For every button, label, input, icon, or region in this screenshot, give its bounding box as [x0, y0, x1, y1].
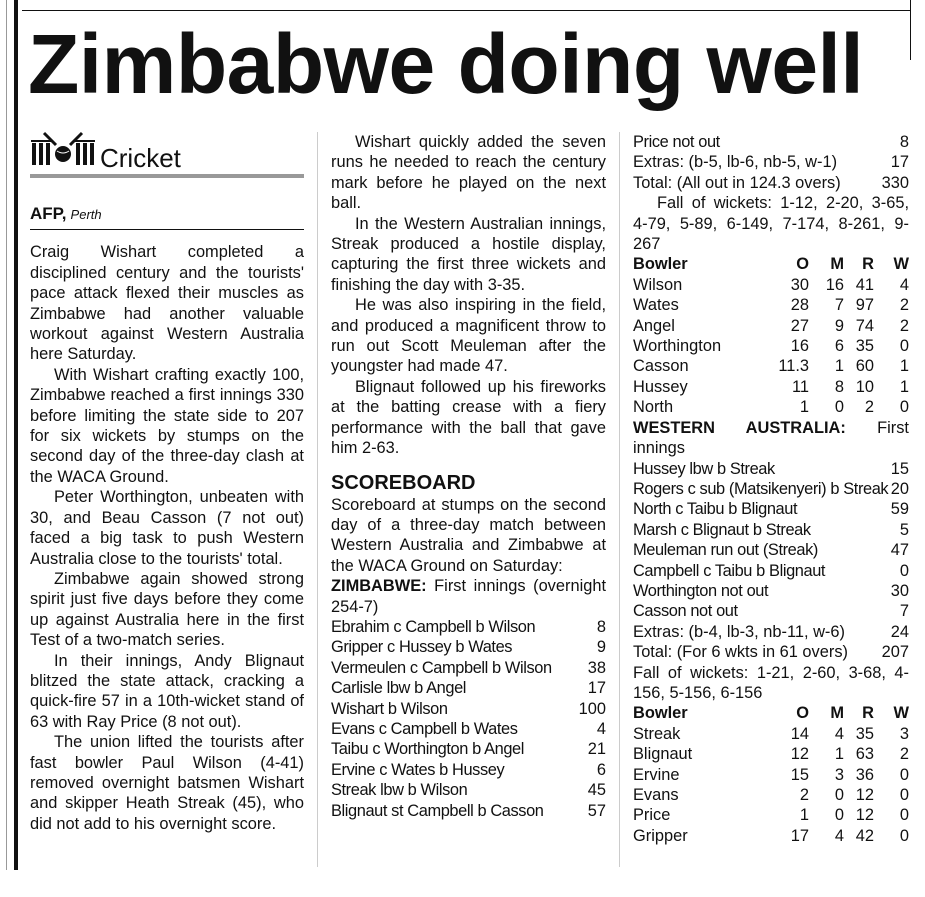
extras-value: 17: [890, 153, 909, 172]
bowling-figure: 10: [855, 377, 874, 396]
bowling-figure: 9: [834, 316, 844, 335]
bowling-row: [633, 377, 909, 397]
batsman-dismissal: Price not out: [633, 133, 720, 151]
bowling-figure: 0: [899, 806, 909, 825]
batsman-runs: 59: [890, 500, 909, 519]
batsman-dismissal: Blignaut st Campbell b Casson: [331, 801, 544, 820]
fall-of-wickets: Fall of wickets: 1-21, 2-60, 3-68, 4-156, 5-156, 6-156: [633, 663, 909, 702]
bowling-row: [633, 397, 909, 417]
bowling-figure: 0: [899, 398, 909, 417]
bowling-figure: 4: [834, 724, 844, 743]
bowling-figure: 2: [899, 316, 909, 335]
bowling-figure: 1: [834, 357, 844, 376]
bowling-figure: 0: [834, 806, 844, 825]
bowling-figure: 15: [790, 765, 809, 784]
bowling-figure: 16: [825, 275, 844, 294]
byline: [30, 204, 304, 230]
total-value: 330: [881, 173, 909, 192]
section-kicker: [30, 132, 304, 178]
batsman-dismissal: Rogers c sub (Matsikenyeri) b Streak: [633, 479, 889, 498]
bowling-figure: 60: [855, 357, 874, 376]
bowling-figure: 17: [790, 826, 809, 845]
batsman-dismissal: Ervine c Wates b Hussey: [331, 760, 505, 779]
total-label: Total: (For 6 wkts in 61 overs): [633, 643, 848, 662]
total-row: [633, 173, 909, 193]
batsman-runs: 15: [890, 459, 909, 478]
bowling-figure: 6: [834, 337, 844, 356]
bowler-name: Ervine: [633, 765, 680, 784]
batting-row: [331, 739, 606, 759]
scoreboard-intro: Scoreboard at stumps on the second day of a three-day match between Western Australia and Zimbabwe at the WACA Ground on Saturday:: [331, 495, 606, 575]
batsman-dismissal: Carlisle lbw b Angel: [331, 679, 467, 698]
bowling-header-row: [633, 703, 909, 723]
article-paragraph: In the Western Australian innings, Streak produced a hostile display, capturing the first three wickets and finishing the day with 3-35.: [331, 214, 606, 294]
batting-row: [331, 760, 606, 780]
extras-label: Extras: (b-5, lb-6, nb-5, w-1): [633, 153, 838, 172]
bowling-figure: 11.3: [778, 357, 809, 376]
bowling-figure: 63: [855, 745, 874, 764]
bowling-figure: 0: [899, 826, 909, 845]
article-paragraph: The union lifted the tourists after fast bowler Paul Wilson (4-41) removed overnight batsmen Wishart and skipper Heath Streak (45), who did not add to his overnight score.: [30, 733, 304, 833]
bowling-header-cell: Bowler: [633, 255, 688, 274]
bowling-figure: 4: [899, 275, 909, 294]
batsman-runs: 8: [596, 617, 606, 636]
batting-row: [633, 479, 909, 499]
bowling-figure: 1: [799, 806, 809, 825]
column-divider: [619, 132, 620, 867]
extras-row: [633, 152, 909, 172]
bowling-figure: 42: [855, 826, 874, 845]
bowling-row: [633, 295, 909, 315]
bowling-figure: 27: [790, 316, 809, 335]
bowling-figure: 11: [791, 377, 809, 396]
bowling-header-cell: O: [796, 255, 809, 274]
batsman-runs: 38: [587, 658, 606, 677]
bowling-row: [633, 785, 909, 805]
total-value: 207: [881, 643, 909, 662]
article-paragraph: With Wishart crafting exactly 100, Zimbabwe reached a first innings 330 before limiting the state side to 207 for six wickets by stumps on the second day of the three-day clash at the WACA Ground.: [30, 365, 304, 486]
zimbabwe-batting-list-continued: [633, 132, 909, 152]
batsman-dismissal: Worthington not out: [633, 581, 769, 600]
batsman-dismissal: Wishart b Wilson: [331, 699, 448, 718]
bowling-figure: 30: [790, 275, 809, 294]
extras-value: 24: [890, 622, 909, 641]
bowling-header-cell: W: [893, 255, 909, 274]
bowling-row: [633, 724, 909, 744]
bowling-figure: 2: [864, 398, 874, 417]
batsman-runs: 21: [587, 740, 606, 759]
batsman-dismissal: Casson not out: [633, 602, 738, 621]
bowling-figure: 16: [790, 337, 809, 356]
bowling-header-cell: W: [893, 704, 909, 723]
total-label: Total: (All out in 124.3 overs): [633, 173, 841, 192]
batsman-runs: 45: [587, 781, 606, 800]
article-paragraph: Craig Wishart completed a disciplined century and the tourists' pace attack flexed their muscles as Zimbabwe had another valuable workout against Western Australia here Saturday.: [30, 243, 304, 364]
article-paragraph: In their innings, Andy Blignaut blitzed the state attack, cracking a quick-fire 57 in a 10th-wicket stand of 63 with Ray Price (8 not out).: [30, 651, 304, 731]
page-edge-line: [6, 0, 7, 870]
extras-label: Extras: (b-4, lb-3, nb-11, w-6): [633, 622, 845, 641]
bowling-figure: 3: [834, 765, 844, 784]
bowling-figure: 8: [834, 377, 844, 396]
bowling-header-cell: M: [830, 255, 844, 274]
bowling-figure: 36: [855, 765, 874, 784]
batsman-runs: 4: [596, 719, 606, 738]
batting-row: [331, 699, 606, 719]
bowling-figure: 0: [834, 398, 844, 417]
batsman-dismissal: Meuleman run out (Streak): [633, 541, 818, 560]
batsman-runs: 100: [578, 699, 606, 718]
batsman-dismissal: Vermeulen c Campbell b Wilson: [331, 658, 552, 677]
batting-row: [633, 601, 909, 621]
bowling-figure: 4: [834, 826, 844, 845]
bowling-figure: 1: [799, 398, 809, 417]
article-paragraph: Wishart quickly added the seven runs he needed to reach the century mark before he played on the next ball.: [331, 133, 606, 213]
zimbabwe-batting-list: [331, 617, 606, 821]
batsman-dismissal: Campbell c Taibu b Blignaut: [633, 561, 826, 580]
bowler-name: Angel: [633, 316, 675, 335]
western-australia-innings-header: [633, 418, 909, 459]
batsman-dismissal: Evans c Campbell b Wates: [331, 719, 518, 738]
team-name: WESTERN AUSTRALIA:: [633, 418, 846, 437]
bowling-header-row: [633, 254, 909, 274]
bowling-header-cell: R: [862, 704, 874, 723]
bowling-figure: 35: [855, 724, 874, 743]
bowler-name: Wates: [633, 296, 679, 315]
total-row: [633, 642, 909, 662]
bowling-figure: 2: [899, 745, 909, 764]
scoreboard-heading: SCOREBOARD: [331, 471, 476, 494]
article-paragraph: He was also inspiring in the field, and produced a magnificent throw to run out Scott Meuleman after the youngster had made 47.: [331, 296, 606, 376]
bowling-row: [633, 356, 909, 376]
bowling-row: [633, 275, 909, 295]
byline-agency: AFP,: [30, 204, 67, 223]
innings-label: First innings (overnight 254-7): [331, 577, 606, 616]
bowling-figure: 41: [855, 275, 874, 294]
batting-row: [331, 801, 606, 821]
bowler-name: Wilson: [633, 275, 683, 294]
batting-row: [633, 540, 909, 560]
batsman-dismissal: Gripper c Hussey b Wates: [331, 638, 513, 657]
bowling-figure: 12: [790, 745, 809, 764]
bowling-header-cell: O: [796, 704, 809, 723]
bowling-figure: 0: [899, 337, 909, 356]
section-label: Cricket: [100, 143, 181, 173]
right-rule: [910, 0, 911, 60]
batsman-dismissal: North c Taibu b Blignaut: [633, 500, 798, 519]
bowler-name: Gripper: [633, 826, 688, 845]
batsman-dismissal: Streak lbw b Wilson: [331, 781, 468, 800]
bowling-figure: 0: [899, 786, 909, 804]
batsman-dismissal: Marsh c Blignaut b Streak: [633, 520, 811, 539]
bowling-row: [633, 805, 909, 825]
batsman-runs: 0: [899, 561, 909, 580]
bowling-figure: 3: [899, 724, 909, 743]
batsman-runs: 47: [890, 541, 909, 560]
bowling-row: [633, 316, 909, 336]
batting-row: [633, 459, 909, 479]
batsman-runs: 7: [899, 602, 909, 621]
bowling-figure: 2: [899, 296, 909, 315]
column-divider: [317, 132, 318, 867]
batsman-runs: 30: [890, 581, 909, 600]
western-australia-bowling-table: [633, 703, 909, 846]
zimbabwe-bowling-table: [633, 254, 909, 417]
extras-row: [633, 622, 909, 642]
batting-row: [331, 719, 606, 739]
batting-row: [331, 658, 606, 678]
batsman-runs: 9: [596, 638, 606, 657]
bowling-row: [633, 826, 909, 846]
batsman-runs: 5: [899, 520, 909, 539]
batsman-dismissal: Hussey lbw b Streak: [633, 459, 775, 478]
bowling-figure: 1: [834, 745, 844, 764]
batting-row: [331, 617, 606, 637]
western-australia-batting-list: [633, 459, 909, 622]
batting-row: [331, 637, 606, 657]
cricket-icon: [30, 129, 96, 172]
innings-label: First innings: [633, 418, 909, 458]
bowling-figure: 0: [834, 786, 844, 804]
bowling-header-cell: Bowler: [633, 704, 688, 723]
bowling-figure: 0: [899, 765, 909, 784]
byline-place: Perth: [70, 207, 102, 222]
top-rule: [22, 10, 911, 11]
article-column-2: [331, 132, 606, 821]
bowling-header-cell: R: [862, 255, 874, 274]
article-paragraph: Blignaut followed up his fireworks at the batting crease with a fiery performance with the ball that gave him 2-63.: [331, 377, 606, 458]
bowling-figure: 1: [899, 357, 909, 376]
bowler-name: Casson: [633, 357, 689, 376]
bowler-name: Price: [633, 806, 671, 825]
batsman-runs: 8: [899, 133, 909, 151]
batting-row: [331, 678, 606, 698]
bowling-figure: 74: [855, 316, 874, 335]
batsman-runs: 57: [587, 801, 606, 820]
article-column-1: [30, 132, 304, 834]
bowling-figure: 14: [790, 724, 809, 743]
bowling-figure: 12: [855, 786, 874, 804]
batting-row: [633, 132, 909, 152]
batsman-runs: 20: [890, 479, 909, 498]
batting-row: [633, 520, 909, 540]
fall-of-wickets: Fall of wickets: 1-12, 2-20, 3-65, 4-79, 5-89, 6-149, 7-174, 8-261, 9-267: [633, 194, 909, 254]
bowling-figure: 12: [855, 806, 874, 825]
bowling-header-cell: M: [830, 704, 844, 723]
bowler-name: North: [633, 398, 674, 417]
zimbabwe-innings-header: [331, 576, 606, 617]
bowling-row: [633, 765, 909, 785]
batting-row: [633, 499, 909, 519]
batting-row: [633, 561, 909, 581]
bowler-name: Worthington: [633, 337, 722, 356]
article-paragraph: Peter Worthington, unbeaten with 30, and Beau Casson (7 not out) faced a big task to push Western Australia close to the tourists' total.: [30, 488, 304, 568]
bowling-figure: 1: [899, 377, 909, 396]
batsman-dismissal: Ebrahim c Campbell b Wilson: [331, 617, 536, 636]
bowling-figure: 35: [855, 337, 874, 356]
article-column-3: [633, 132, 909, 846]
headline: Zimbabwe doing well: [28, 17, 864, 111]
bowling-row: [633, 744, 909, 764]
batsman-dismissal: Taibu c Worthington b Angel: [331, 740, 525, 759]
team-name: ZIMBABWE:: [331, 577, 427, 596]
article-paragraph: Zimbabwe again showed strong spirit just five days before they come up against Australia here in the first Test of a two-match series.: [30, 569, 304, 650]
batsman-runs: 17: [587, 679, 606, 698]
batting-row: [331, 780, 606, 800]
page-margin-rule: [14, 0, 18, 870]
bowling-figure: 7: [834, 296, 844, 315]
bowling-figure: 28: [790, 296, 809, 315]
bowling-figure: 2: [799, 786, 809, 804]
bowler-name: Hussey: [633, 377, 688, 396]
bowling-figure: 97: [855, 296, 874, 315]
bowler-name: Evans: [633, 786, 679, 804]
bowling-row: [633, 336, 909, 356]
batsman-runs: 6: [596, 760, 606, 779]
bowler-name: Streak: [633, 724, 681, 743]
batting-row: [633, 581, 909, 601]
bowler-name: Blignaut: [633, 745, 693, 764]
